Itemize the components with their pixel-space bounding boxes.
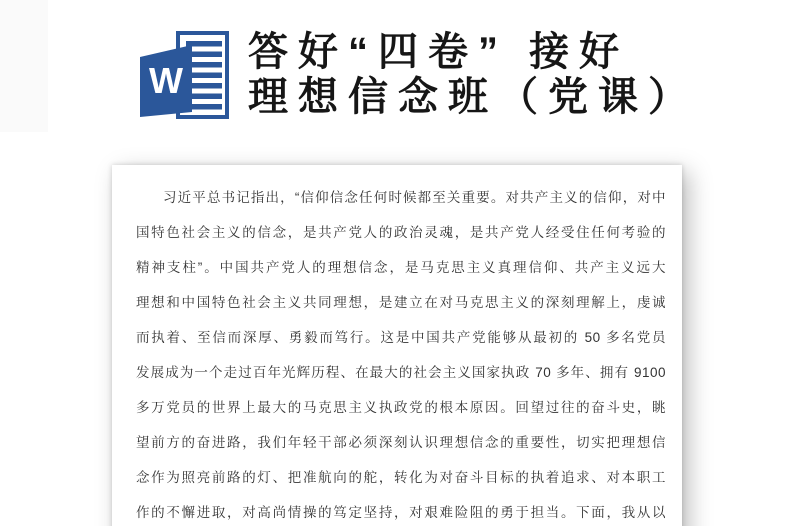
page-title-line-2: 理想信念班（党课） <box>248 75 698 119</box>
document-text-line: 而执着、至信而深厚、勇毅而笃行。这是中国共产党能够从最初的 50 多名党员 <box>136 330 666 345</box>
document-text-line: 国特色社会主义的信念，是共产党人的政治灵魂，是共产党人经受住任何考验的 <box>136 225 666 240</box>
page-title-line-1: 答好“四卷” 接好 <box>248 30 630 74</box>
page-title <box>248 30 778 120</box>
word-icon-letter: W <box>149 60 183 101</box>
document-text-line: 发展成为一个走过百年光辉历程、在最大的社会主义国家执政 70 多年、拥有 9100 <box>136 365 666 380</box>
document-text-line: 作的不懈进取，对高尚情操的笃定坚持，对艰难险阻的勇于担当。下面，我从以 <box>136 505 666 520</box>
document-text-line: 望前方的奋进路，我们年轻干部必须深刻认识理想信念的重要性，切实把理想信 <box>136 435 666 450</box>
document-header <box>0 0 800 140</box>
document-text-line: 多万党员的世界上最大的马克思主义执政党的根本原因。回望过往的奋斗史，眺 <box>136 400 666 415</box>
document-text-line: 念作为照亮前路的灯、把准航向的舵，转化为对奋斗目标的执着追求、对本职工 <box>136 470 666 485</box>
word-document-icon <box>140 30 230 120</box>
document-text-line: 精神支柱”。中国共产党人的理想信念，是马克思主义真理信仰、共产主义远大 <box>136 260 666 275</box>
document-page-preview <box>112 165 682 526</box>
document-text-line: 理想和中国特色社会主义共同理想，是建立在对马克思主义的深刻理解上，虔诚 <box>136 295 666 310</box>
document-text-line: 习近平总书记指出，“信仰信念任何时候都至关重要。对共产主义的信仰，对中 <box>163 190 666 205</box>
